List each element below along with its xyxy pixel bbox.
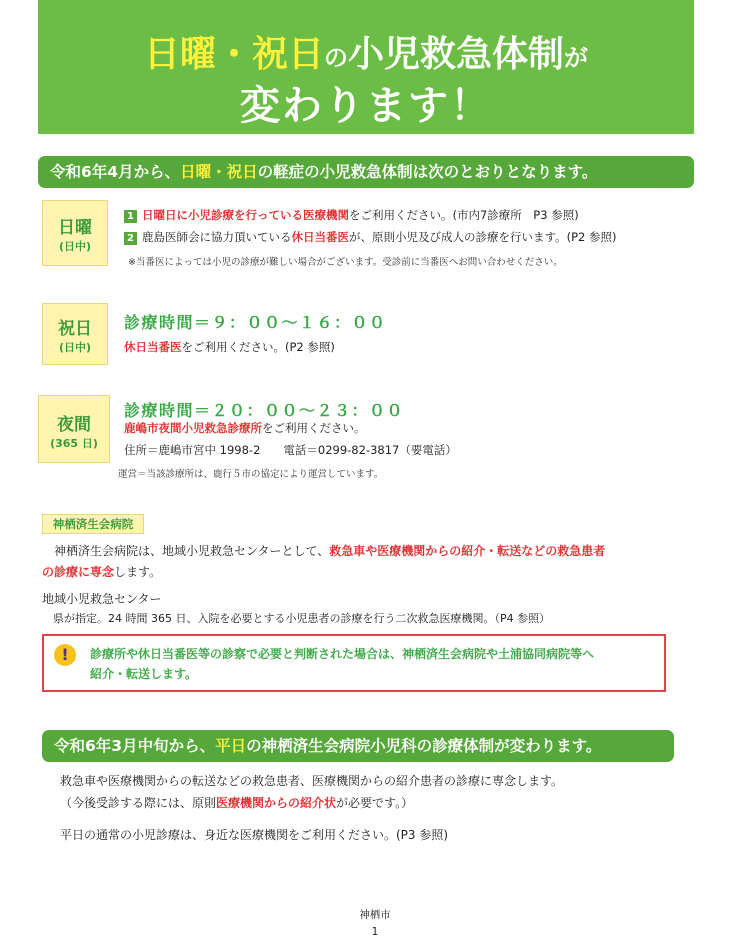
hospital-paragraph-2: の診療に専念します。 xyxy=(42,565,162,579)
title-line-1: 日曜・祝日の小児救急体制が xyxy=(143,34,589,75)
notice-line-1: 診療所や休日当番医等の診察で必要と判断された場合は、神栖済生会病院や土浦協同病院等へ xyxy=(90,647,595,661)
section2-heading: 令和6年3月中旬から、平日の神栖済生会病院小児科の診療体制が変わります。 xyxy=(42,730,674,762)
section2-paragraph-2: （今後受診する際には、原則医療機関からの紹介状が必要です。） xyxy=(60,796,414,810)
section2-paragraph-3: 平日の通常の小児診療は、身近な医療機関をご利用ください。(P3 参照) xyxy=(60,828,449,842)
exclamation-icon: ! xyxy=(54,644,76,666)
title-highlight: 日曜・祝日 xyxy=(143,34,324,75)
center-title: 地域小児救急センター xyxy=(42,592,162,606)
section1-heading: 令和6年4月から、日曜・祝日の軽症の小児救急体制は次のとおりとなります。 xyxy=(38,156,694,188)
page-number: 1 xyxy=(371,926,379,938)
holiday-hours: 診療時間＝９：００～１６：００ xyxy=(124,313,387,332)
night-label-box: 夜間 (365 日) xyxy=(38,395,110,463)
holiday-label-box: 祝日 (日中) xyxy=(42,303,108,365)
night-text: 鹿嶋市夜間小児救急診療所をご利用ください。 xyxy=(124,421,366,435)
hospital-paragraph-1: 神栖済生会病院は、地域小児救急センターとして、救急車や医療機関からの紹介・転送などの救急患者 xyxy=(42,544,606,558)
title-line-2: 変わります！ xyxy=(240,83,492,129)
hospital-tag: 神栖済生会病院 xyxy=(42,514,144,534)
sunday-note: ※当番医によっては小児の診療が難しい場合がございます。受診前に当番医へお問い合わせください。 xyxy=(128,257,563,268)
footer-org: 神栖市 xyxy=(359,909,391,921)
sunday-item-2: 2 鹿島医師会に協力頂いている休日当番医が、原則小児及び成人の診療を行います。(P2 参照) xyxy=(124,229,616,245)
night-hours: 診療時間＝２０：００～２３：００ xyxy=(124,401,405,420)
sunday-item-1: 1 日曜日に小児診療を行っている医療機関をご利用ください。(市内7診療所 P3 参照) xyxy=(124,207,579,223)
center-description: 県が指定。24 時間 365 日、入院を必要とする小児患者の診療を行う二次救急医療機関。（P4 参照） xyxy=(42,612,551,625)
section2-paragraph-1: 救急車や医療機関からの転送などの救急患者、医療機関からの紹介患者の診療に専念します。 xyxy=(60,774,564,788)
referral-notice xyxy=(42,634,666,692)
holiday-text: 休日当番医をご利用ください。(P2 参照) xyxy=(124,340,335,354)
night-note: 運営＝当該診療所は、鹿行５市の協定により運営しています。 xyxy=(118,469,384,480)
night-address: 住所＝鹿嶋市宮中 1998-2 電話＝0299-82-3817（要電話） xyxy=(124,443,457,457)
notice-line-2: 紹介・転送します。 xyxy=(90,667,198,681)
title-banner xyxy=(38,0,694,134)
sunday-label-box: 日曜 (日中) xyxy=(42,200,108,266)
